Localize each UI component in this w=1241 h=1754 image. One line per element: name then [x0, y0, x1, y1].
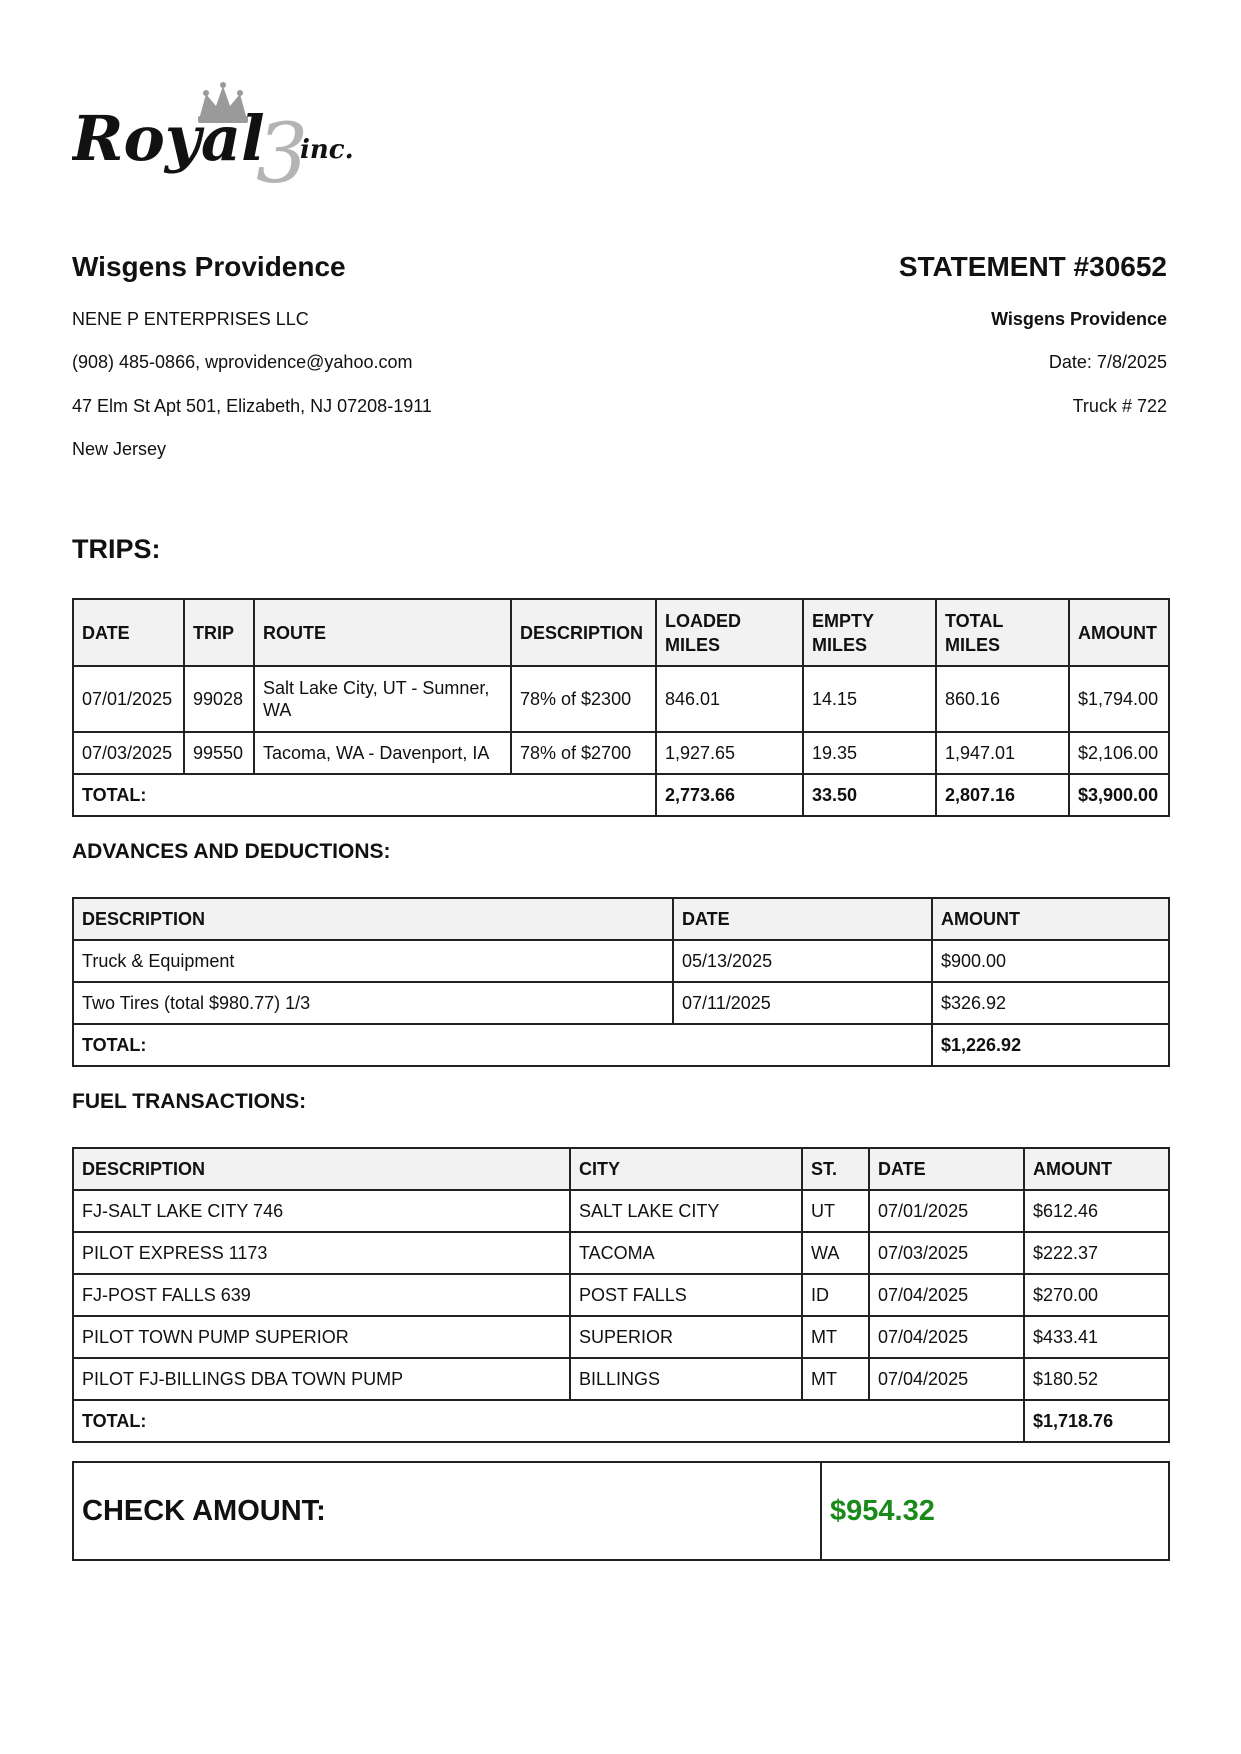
table-row: [73, 940, 1169, 982]
table-row: [73, 1316, 1169, 1358]
total-label: TOTAL:: [73, 1400, 1024, 1442]
logo-suffix: inc.: [300, 135, 354, 165]
column-header: DATE: [673, 898, 932, 940]
cell-date: 07/04/2025: [869, 1358, 1024, 1400]
total-amount: $1,226.92: [932, 1024, 1169, 1066]
cell-date: 07/01/2025: [869, 1190, 1024, 1232]
cell-description: PILOT FJ-BILLINGS DBA TOWN PUMP: [73, 1358, 570, 1400]
driver-name: Wisgens Providence: [72, 251, 346, 282]
table-row: [73, 732, 1169, 774]
cell-state: WA: [802, 1232, 869, 1274]
cell-state: ID: [802, 1274, 869, 1316]
cell-amount: $270.00: [1024, 1274, 1169, 1316]
cell-state: UT: [802, 1190, 869, 1232]
cell-total-miles: 860.16: [936, 666, 1069, 732]
column-header: AMOUNT: [1024, 1148, 1169, 1190]
cell-loaded-miles: 846.01: [656, 666, 803, 732]
cell-date: 07/01/2025: [73, 666, 184, 732]
cell-total-miles: 1,947.01: [936, 732, 1069, 774]
table-row: [73, 1358, 1169, 1400]
total-label: TOTAL:: [73, 774, 656, 816]
cell-description: PILOT EXPRESS 1173: [73, 1232, 570, 1274]
cell-state: MT: [802, 1358, 869, 1400]
cell-amount: $326.92: [932, 982, 1169, 1024]
table-row: [73, 1190, 1169, 1232]
column-header: CITY: [570, 1148, 802, 1190]
cell-amount: $1,794.00: [1069, 666, 1169, 732]
advances-title: ADVANCES AND DEDUCTIONS:: [72, 840, 391, 863]
cell-amount: $612.46: [1024, 1190, 1169, 1232]
cell-state: MT: [802, 1316, 869, 1358]
statement-name: Wisgens Providence: [991, 309, 1167, 329]
total-amount: $1,718.76: [1024, 1400, 1169, 1442]
trips-table: [72, 598, 1170, 817]
fuel-table: [72, 1147, 1170, 1443]
trips-header-row: [73, 599, 1169, 666]
driver-contact: (908) 485-0866, wprovidence@yahoo.com: [72, 352, 413, 372]
cell-city: BILLINGS: [570, 1358, 802, 1400]
cell-empty-miles: 19.35: [803, 732, 936, 774]
cell-loaded-miles: 1,927.65: [656, 732, 803, 774]
cell-description: FJ-POST FALLS 639: [73, 1274, 570, 1316]
column-header: DESCRIPTION: [73, 1148, 570, 1190]
logo-numeral: 3: [256, 107, 309, 196]
cell-date: 07/03/2025: [73, 732, 184, 774]
company-logo: [72, 78, 392, 196]
check-amount-label: CHECK AMOUNT:: [73, 1462, 821, 1560]
cell-description: 78% of $2300: [511, 666, 656, 732]
statement-date: Date: 7/8/2025: [1048, 352, 1167, 372]
column-header: TOTAL MILES: [936, 599, 1069, 666]
check-amount-value: $954.32: [821, 1462, 1169, 1560]
fuel-header-row: [73, 1148, 1169, 1190]
cell-description: FJ-SALT LAKE CITY 746: [73, 1190, 570, 1232]
table-row: [73, 982, 1169, 1024]
column-header: ROUTE: [254, 599, 511, 666]
cell-description: Two Tires (total $980.77) 1/3: [73, 982, 673, 1024]
driver-address: 47 Elm St Apt 501, Elizabeth, NJ 07208-1911: [72, 396, 432, 416]
trips-total-row: [73, 774, 1169, 816]
column-header: TRIP: [184, 599, 254, 666]
fuel-total-row: [73, 1400, 1169, 1442]
advances-header-row: [73, 898, 1169, 940]
column-header: LOADED MILES: [656, 599, 803, 666]
cell-date: 07/03/2025: [869, 1232, 1024, 1274]
total-loaded-miles: 2,773.66: [656, 774, 803, 816]
column-header: ST.: [802, 1148, 869, 1190]
column-header: AMOUNT: [1069, 599, 1169, 666]
column-header: DATE: [869, 1148, 1024, 1190]
cell-amount: $2,106.00: [1069, 732, 1169, 774]
total-empty-miles: 33.50: [803, 774, 936, 816]
cell-description: 78% of $2700: [511, 732, 656, 774]
table-row: [73, 1232, 1169, 1274]
cell-description: PILOT TOWN PUMP SUPERIOR: [73, 1316, 570, 1358]
column-header: DATE: [73, 599, 184, 666]
advances-total-row: [73, 1024, 1169, 1066]
column-header: AMOUNT: [932, 898, 1169, 940]
total-label: TOTAL:: [73, 1024, 932, 1066]
logo-wordmark: Royal: [72, 102, 265, 175]
cell-city: SUPERIOR: [570, 1316, 802, 1358]
driver-info: [72, 250, 692, 459]
cell-trip: 99550: [184, 732, 254, 774]
cell-date: 07/04/2025: [869, 1316, 1024, 1358]
cell-amount: $180.52: [1024, 1358, 1169, 1400]
column-header: EMPTY MILES: [803, 599, 936, 666]
cell-amount: $222.37: [1024, 1232, 1169, 1274]
cell-date: 05/13/2025: [673, 940, 932, 982]
cell-city: SALT LAKE CITY: [570, 1190, 802, 1232]
cell-description: Truck & Equipment: [73, 940, 673, 982]
cell-city: POST FALLS: [570, 1274, 802, 1316]
driver-state: New Jersey: [72, 439, 167, 459]
cell-amount: $900.00: [932, 940, 1169, 982]
fuel-title: FUEL TRANSACTIONS:: [72, 1090, 307, 1113]
driver-company: NENE P ENTERPRISES LLC: [72, 309, 309, 329]
table-row: [73, 666, 1169, 732]
trips-title: TRIPS:: [72, 534, 161, 564]
total-miles: 2,807.16: [936, 774, 1069, 816]
column-header: DESCRIPTION: [511, 599, 656, 666]
cell-route: Salt Lake City, UT - Sumner, WA: [254, 666, 511, 732]
statement-info: [697, 250, 1167, 416]
cell-empty-miles: 14.15: [803, 666, 936, 732]
cell-trip: 99028: [184, 666, 254, 732]
statement-truck: Truck # 722: [1072, 396, 1167, 416]
cell-date: 07/04/2025: [869, 1274, 1024, 1316]
cell-amount: $433.41: [1024, 1316, 1169, 1358]
cell-date: 07/11/2025: [673, 982, 932, 1024]
total-amount: $3,900.00: [1069, 774, 1169, 816]
check-amount-box: [72, 1461, 1170, 1561]
statement-title: STATEMENT #30652: [898, 251, 1167, 282]
advances-table: [72, 897, 1170, 1067]
column-header: DESCRIPTION: [73, 898, 673, 940]
table-row: [73, 1274, 1169, 1316]
cell-city: TACOMA: [570, 1232, 802, 1274]
cell-route: Tacoma, WA - Davenport, IA: [254, 732, 511, 774]
